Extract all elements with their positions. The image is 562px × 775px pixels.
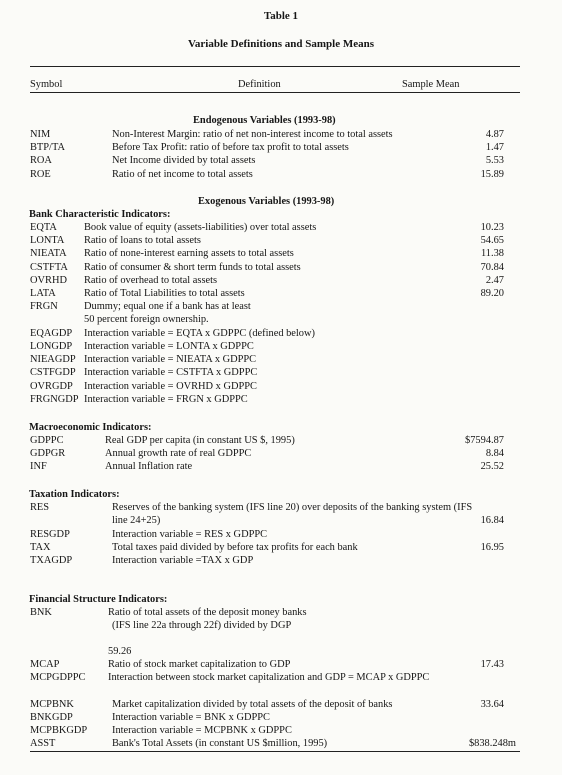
symbol-column-header: Symbol xyxy=(30,79,63,90)
row-definition: Reserves of the banking system (IFS line 20) over deposits of the banking system (IFS xyxy=(112,502,473,513)
fin-heading: Financial Structure Indicators: xyxy=(29,594,168,605)
table-row xyxy=(0,394,562,405)
row-definition: Interaction variable = LONTA x GDPPC xyxy=(84,341,254,352)
table-row xyxy=(0,354,562,365)
row-definition: 59.26 xyxy=(108,646,132,657)
row-definition: Ratio of net income to total assets xyxy=(112,169,253,180)
row-symbol: MCPBNK xyxy=(30,699,74,710)
row-symbol: EQAGDP xyxy=(30,328,73,339)
row-mean: 1.47 xyxy=(485,142,504,153)
row-definition: Interaction variable = MCPBNK x GDPPC xyxy=(112,725,292,736)
table-subtitle: Variable Definitions and Sample Means xyxy=(187,38,374,50)
row-symbol: BNKGDP xyxy=(30,712,73,723)
table-row xyxy=(0,222,562,233)
row-mean: 15.89 xyxy=(480,169,504,180)
row-symbol: CSTFTA xyxy=(30,262,68,273)
row-symbol: MCAP xyxy=(30,659,60,670)
row-definition: Interaction variable = RES x GDPPC xyxy=(112,529,268,540)
row-definition: Interaction variable = CSTFTA x GDPPC xyxy=(84,367,258,378)
macro-heading: Macroeconomic Indicators: xyxy=(29,422,152,433)
row-definition: Interaction variable = NIEATA x GDPPC xyxy=(84,354,257,365)
row-mean: 11.38 xyxy=(481,248,504,259)
row-mean: 25.52 xyxy=(480,461,504,472)
table-row xyxy=(0,502,562,513)
row-symbol: MCPGDPPC xyxy=(30,672,86,683)
table-row xyxy=(0,248,562,259)
header-top-rule xyxy=(30,66,520,67)
row-definition: Book value of equity (assets-liabilities) over total assets xyxy=(84,222,317,233)
table-row xyxy=(0,448,562,459)
row-mean: 16.95 xyxy=(480,542,504,553)
table-row xyxy=(0,169,562,180)
table-row xyxy=(0,275,562,286)
row-symbol: ASST xyxy=(30,738,56,749)
row-mean: 33.64 xyxy=(480,699,504,710)
row-definition: Interaction variable = FRGN x GDPPC xyxy=(84,394,248,405)
table-row xyxy=(0,235,562,246)
definition-column-header: Definition xyxy=(238,79,281,90)
row-symbol: ROE xyxy=(30,169,51,180)
row-definition: Total taxes paid divided by before tax profits for each bank xyxy=(112,542,358,553)
row-definition: Interaction variable =TAX x GDP xyxy=(112,555,254,566)
table-row xyxy=(0,672,562,683)
row-symbol: MCPBKGDP xyxy=(30,725,88,736)
row-symbol: OVRGDP xyxy=(30,381,73,392)
row-symbol: FRGN xyxy=(30,301,58,312)
row-mean: $7594.87 xyxy=(465,435,504,446)
table-row xyxy=(0,288,562,299)
table-row xyxy=(0,381,562,392)
table-row xyxy=(0,435,562,446)
table-row xyxy=(0,515,562,526)
row-mean: 89.20 xyxy=(480,288,504,299)
tax-heading: Taxation Indicators: xyxy=(29,489,120,500)
row-definition: line 24+25) xyxy=(112,515,161,526)
row-mean: $838.248m xyxy=(468,738,516,749)
row-mean: 16.84 xyxy=(480,515,504,526)
row-mean: 10.23 xyxy=(480,222,504,233)
row-definition: Annual Inflation rate xyxy=(105,461,193,472)
table-row xyxy=(0,620,562,631)
table-title: Table 1 xyxy=(263,10,299,22)
row-definition: Ratio of loans to total assets xyxy=(84,235,201,246)
endogenous-heading: Endogenous Variables (1993-98) xyxy=(193,115,336,126)
row-symbol: LONTA xyxy=(30,235,65,246)
row-symbol: BNK xyxy=(30,607,52,618)
row-definition: Bank's Total Assets (in constant US $million, 1995) xyxy=(112,738,328,749)
table-bottom-rule xyxy=(30,751,520,752)
row-definition: Ratio of none-interest earning assets to total assets xyxy=(84,248,294,259)
table-row xyxy=(0,314,562,325)
row-mean: 2.47 xyxy=(485,275,504,286)
row-definition: Ratio of total assets of the deposit money banks xyxy=(108,607,307,618)
row-definition: Ratio of overhead to total assets xyxy=(84,275,218,286)
table-row xyxy=(0,262,562,273)
row-symbol: INF xyxy=(30,461,47,472)
table-row xyxy=(0,555,562,566)
table-row xyxy=(0,529,562,540)
row-symbol: GDPPC xyxy=(30,435,64,446)
row-symbol: RES xyxy=(30,502,50,513)
row-symbol: EQTA xyxy=(30,222,57,233)
row-definition: Interaction variable = OVRHD x GDPPC xyxy=(84,381,257,392)
row-mean: 8.84 xyxy=(485,448,504,459)
row-definition: Annual growth rate of real GDPPC xyxy=(105,448,252,459)
row-definition: Interaction variable = BNK x GDPPC xyxy=(112,712,270,723)
row-definition: Ratio of stock market capitalization to GDP xyxy=(108,659,291,670)
header-bottom-rule xyxy=(30,92,520,93)
row-symbol: RESGDP xyxy=(30,529,70,540)
table-row xyxy=(0,725,562,736)
row-mean: 70.84 xyxy=(480,262,504,273)
row-definition: Ratio of consumer & short term funds to total assets xyxy=(84,262,301,273)
row-definition: 50 percent foreign ownership. xyxy=(84,314,209,325)
row-mean: 17.43 xyxy=(480,659,504,670)
row-definition: (IFS line 22a through 22f) divided by DGP xyxy=(112,620,292,631)
table-row xyxy=(0,367,562,378)
row-symbol: TXAGDP xyxy=(30,555,73,566)
row-symbol: TAX xyxy=(30,542,51,553)
row-definition: Non-Interest Margin: ratio of net non-interest income to total assets xyxy=(112,129,393,140)
table-row xyxy=(0,301,562,312)
row-definition: Before Tax Profit: ratio of before tax profit to total assets xyxy=(112,142,349,153)
row-definition: Interaction variable = EQTA x GDPPC (defined below) xyxy=(84,328,315,339)
table-row xyxy=(0,155,562,166)
row-symbol: GDPGR xyxy=(30,448,66,459)
row-mean: 4.87 xyxy=(485,129,504,140)
row-symbol: NIM xyxy=(30,129,51,140)
table-row xyxy=(0,328,562,339)
table-row xyxy=(0,699,562,710)
table-row xyxy=(0,129,562,140)
exogenous-heading: Exogenous Variables (1993-98) xyxy=(198,196,335,207)
row-symbol: LATA xyxy=(30,288,56,299)
row-definition: Real GDP per capita (in constant US $, 1995) xyxy=(105,435,295,446)
table-row xyxy=(0,461,562,472)
row-definition: Market capitalization divided by total assets of the deposit of banks xyxy=(112,699,393,710)
table-row xyxy=(0,646,562,657)
row-symbol: ROA xyxy=(30,155,52,166)
row-symbol: BTP/TA xyxy=(30,142,65,153)
table-row xyxy=(0,607,562,618)
table-row xyxy=(0,341,562,352)
row-symbol: NIEATA xyxy=(30,248,67,259)
bank-heading: Bank Characteristic Indicators: xyxy=(29,209,171,220)
mean-column-header: Sample Mean xyxy=(402,79,460,90)
table-row xyxy=(0,659,562,670)
row-symbol: NIEAGDP xyxy=(30,354,76,365)
row-definition: Ratio of Total Liabilities to total assets xyxy=(84,288,245,299)
row-symbol: CSTFGDP xyxy=(30,367,76,378)
row-definition: Interaction between stock market capitalization and GDP = MCAP x GDPPC xyxy=(108,672,430,683)
row-symbol: OVRHD xyxy=(30,275,67,286)
row-symbol: LONGDP xyxy=(30,341,73,352)
table-row xyxy=(0,542,562,553)
row-mean: 5.53 xyxy=(485,155,504,166)
row-symbol: FRGNGDP xyxy=(30,394,79,405)
table-row xyxy=(0,142,562,153)
table-row xyxy=(0,712,562,723)
row-mean: 54.65 xyxy=(480,235,504,246)
table-row xyxy=(0,738,562,749)
row-definition: Net Income divided by total assets xyxy=(112,155,256,166)
row-definition: Dummy; equal one if a bank has at least xyxy=(84,301,251,312)
